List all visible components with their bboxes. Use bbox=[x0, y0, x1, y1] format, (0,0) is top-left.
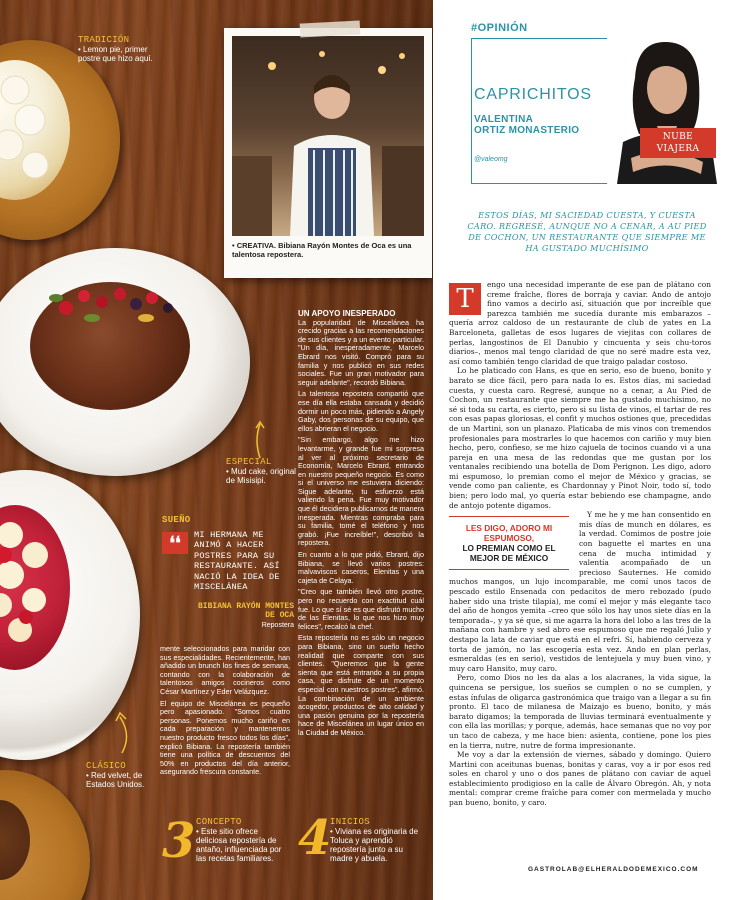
lemon-pie-meringue bbox=[0, 60, 70, 190]
column-name: CAPRICHITOS bbox=[474, 86, 592, 103]
chef-silhouette bbox=[232, 36, 424, 236]
body-paragraph: engo una necesidad imperante de ese pan de plátano con creme fraîche, flores de borraja y caviar. Ando de antojo fino vamos a decirlo así, situación que por increíble que parezca también me sucedía durante mis embarazos –quería arroz caldoso de un restaurante de club de yates en La Barceloneta, galletas de esos lugares de viejitas con collares de perlas, langostinos de El Danubio y cincuenta y seis chu-toros diarios–, menos mal tengo claridad de que no seré madre esta vez, así como también tengo claridad de que traigo paladar costoso. bbox=[449, 280, 711, 366]
caption-inicios-head: INICIOS bbox=[330, 817, 370, 827]
badge-line1: NUBE bbox=[662, 132, 694, 142]
author-first-name: VALENTINA bbox=[474, 114, 534, 125]
sueno-role: Repostera bbox=[261, 622, 294, 629]
pull-quote bbox=[449, 516, 569, 570]
nube-viajera-badge bbox=[640, 128, 716, 158]
article-intro: ESTOS DÍAS, MI SACIEDAD CUESTA, Y CUESTA CARO. REGRESÉ, AUNQUE NO A CENAR, A AU PIED DE COCHON, UN RESTAURANTE QUE SIEMPRE ME HA GUSTADO MUCHÍSIMO bbox=[467, 210, 707, 253]
caption-inicios bbox=[330, 818, 426, 863]
caption-tradicion bbox=[78, 36, 158, 63]
author-handle: @valeomg bbox=[474, 156, 508, 163]
article-paragraph: La popularidad de Miscelánea ha crecido gracias a las recomendaciones de sus clientes y a un evento particular. "Un día, inesperadamente, Marcelo Ebrard nos visitó. Compró para su familia y nos publicó en sus redes sociales. Fue un gran motivador para seguir adelante", recordó Bibiana. bbox=[298, 317, 424, 387]
caption-inicios-text: • Viviana es originaria de Toluca y aprendió repostería junto a su madre y abuela. bbox=[330, 827, 419, 863]
caption-concepto-text: • Este sitio ofrece deliciosa repostería de antaño, influenciada por las recetas familiares. bbox=[196, 827, 282, 863]
article-paragraph: El equipo de Miscelánea es pequeño pero apasionado. "Somos cuatro personas. Ponemos mucho cariño en cada preparación y mantenemos nuestro producto fresco todos los días", explicó Bibiana. La repostería también tiene una política de descuentos del 50% en productos del día anterior, asegurando frescura constante. bbox=[160, 698, 290, 777]
sueno-name: BIBIANA RAYÓN MONTES DE OCA bbox=[198, 602, 295, 620]
inicios-number: 4 bbox=[298, 810, 332, 866]
body-paragraph: Y me he y me han consentido en mis días de munch en dólares, es la verdad. Comimos de postre joie con baguette el martes en una cena de mucha intimidad y valentía acompañado de un precioso Sauternes. He comido muchos mangos, un lujo incomparable, me comí unos tacos de pescado estilo Ensenada con pedacitos de mero rebozado (pudo haber sido una triste tilapia), me comí el mejor y más elegante taco del año de hongos yemita –creo que sólo los hay unos siete días en la temporada–, y ya sé que, si me agarra la hora del lobo a las tres de la mañana con hambre y sed abro ese espumoso que me regaló Julio y destapo la lata de caviar que está en el refri. Sí, habiendo cerveza y torta de jamón, no las escogería esta vez. Ando en plan perlas, esmeraldas (es en serio), vestidos de lentejuela y muy buen vino, y muy caro Hansito, muy caro. bbox=[449, 510, 711, 673]
sueno-quote: MI HERMANA ME ANIMÓ A HACER POSTRES PARA SU RESTAURANTE. ASÍ NACIÓ LA IDEA DE MISCELÁNEA bbox=[194, 530, 280, 593]
author-name bbox=[474, 114, 579, 136]
article-paragraph: mente seleccionados para maridar con sus especialidades. Recientemente, han añadido un brunch los fines de semana, contando con la colaboración de talentosos amigos cocineros como César Martínez y Eder Velázquez. bbox=[160, 644, 290, 696]
caption-concepto bbox=[196, 818, 288, 863]
author-last-name: ORTIZ MONASTERIO bbox=[474, 125, 580, 136]
caption-especial bbox=[226, 458, 296, 485]
caption-clasico-head: CLÁSICO bbox=[86, 761, 126, 771]
footer-email[interactable]: GASTROLAB@ELHERALDODEMEXICO.COM bbox=[528, 866, 699, 873]
article-column-right bbox=[298, 310, 424, 741]
dropcap: T bbox=[449, 283, 481, 315]
section-tag: #OPINIÓN bbox=[471, 22, 528, 34]
article-paragraph: La talentosa repostera compartió que ese día ella estaba cansada y decidió dormir un poco más, pidiendo a Angely Gaby, dos personas de su equipo, que ellos abrieran el negocio. bbox=[298, 389, 424, 433]
opinion-body bbox=[449, 280, 711, 808]
article-paragraph: "Creo que también llevó otro postre, pero no recuerdo con exactitud cuál fue. Lo que sí sé es que disfrutó mucho de las Elenitas, lo que nos hizo muy felices", recalcó la chef. bbox=[298, 587, 424, 631]
mud-cake-berries bbox=[36, 278, 186, 338]
especial-arrow-icon bbox=[250, 420, 270, 460]
sueno-head: SUEÑO bbox=[162, 515, 191, 525]
caption-especial-text: • Mud cake, original de Misisipi. bbox=[226, 467, 296, 485]
article-paragraph: "Sin embargo, algo me hizo levantarme, y grande fue mi sorpresa al ver al próximo secretario de Economía, Marcelo Ebrard, entrando en nuestro pequeño negocio. Es como si el universo me estuviera diciendo: Sigue adelante, tu esfuerzo está valiendo la pena. Fue muy motivador que él decidiera publicarnos de manera inesperada. Mientras compraba para su familia, tomé el teléfono y nos grabó. ¡Fue increíble!", describió la repostera. bbox=[298, 435, 424, 548]
pull-quote-red: LES DIGO, ADORO MI ESPUMOSO, bbox=[465, 523, 553, 544]
concepto-number: 3 bbox=[162, 813, 196, 869]
caption-tradicion-head: TRADICIÓN bbox=[78, 35, 130, 45]
sueno-block bbox=[162, 516, 287, 525]
caption-clasico bbox=[86, 762, 156, 789]
pull-quote-dark: LO PREMIAN COMO EL MEJOR DE MÉXICO bbox=[462, 543, 556, 564]
author-portrait-image bbox=[607, 38, 719, 184]
clasico-arrow-icon bbox=[110, 705, 134, 755]
article-subhead: UN APOYO INESPERADO bbox=[298, 309, 396, 318]
article-column-left bbox=[160, 645, 290, 780]
article-paragraph: Esta repostería no es sólo un negocio para Bibiana, sino un sueño hecho realidad que comparte con sus clientes. "Queremos que la gente sienta que está entrando a su propia casa, que disfrute de un momento especial con nuestros postres", afirmó. La combinación de un ambiente acogedor, productos de alto calidad y una pasión genuina por la repostería hace de Miscelánea un lugar único en la Ciudad de México. bbox=[298, 633, 424, 737]
body-paragraph: Lo he platicado con Hans, es que en serio, eso de bueno, bonito y barato se dice fácil, pero para nada lo es. Estos días, mi saciedad cuesta, y cuesta caro. Regresé, aunque no a cenar, a Au Pied de Cochon, un restaurante que siempre me ha gustado muchísimo, no sé si toda su carta, es cierto, pero si su lista de vinos, el tartar de res con esas papas gloriosas, el confit y muchos ostiones que, precedidas de un Martini, son un planazo. Platicaba de mis vinos con tremendos profesionales para mostrarles lo que hacemos con cariño y muy bien hecho, pero, confieso, se me hizo cajuela de tocinos cuando vi a una pareja en una mesa de las redondas que me gustan por los ventanales recibiendo una botella de Dom Perignon. Les digo, adoro mi espumoso, lo premian como el mejor de México y gracias, se vende como pan caliente, es Chardonnay y Pinot Noir, todo sí, todo bien; pero lodo mal, yo quería estar bebiendo ese champagne, ando de antojo potente digamos. bbox=[449, 366, 711, 510]
photo-caption: • CREATIVA. Bibiana Rayón Montes de Oca es una talentosa repostera. bbox=[232, 241, 412, 259]
caption-clasico-text: • Red velvet, de Estados Unidos. bbox=[86, 771, 145, 789]
chef-photo-card bbox=[224, 28, 432, 278]
caption-especial-head: ESPECIAL bbox=[226, 457, 272, 467]
quote-icon: ❛❛ bbox=[162, 532, 188, 554]
author-portrait bbox=[607, 38, 719, 184]
chef-photo bbox=[232, 36, 424, 236]
red-velvet-topping bbox=[0, 515, 60, 665]
article-paragraph: En cuanto a lo que pidió, Ebrard, dijo Bibiana, se llevó varios postres: malvaviscos caseros, Elenitas y una cajeta de Celaya. bbox=[298, 550, 424, 585]
caption-concepto-head: CONCEPTO bbox=[196, 817, 242, 827]
caption-tradicion-text: • Lemon pie, primer postre que hizo aquí. bbox=[78, 45, 153, 63]
body-paragraph: Pero, como Dios no les da alas a los alacranes, la vida sigue, la quincena se persigue, los sueños se cumplen o no se cumplen, y estas ínfulas de oligarca gastronómica que traigo van a llegar a su fin pronto. El taco de milanesa de Maizajo es bueno, bonito, y más barato digamos; la temporada de lluvias terminará eventualmente y con ella las morillas; y porque, además, hace semanas que no voy por un taco de cabeza, y me hace bien: asienta, contiene, pone los pies en la tierra, nutre, nutre de forma impresionante. bbox=[449, 673, 711, 750]
badge-line2: VIAJERA bbox=[656, 144, 700, 154]
body-paragraph: Me voy a dar la extensión de viernes, sábado y domingo. Quiero Martini con aceitunas buenas, bonitas y caras, voy a ir por esos red soles en charol y uno o dos panes de plátano con caviar de aquel establecimiento prodigioso en la calle de Álvaro Obregón. Ah, y nota mental: comprar creme fraîche para comer con mermelada y mucho pan bueno, bonito, y caro. bbox=[449, 750, 711, 808]
